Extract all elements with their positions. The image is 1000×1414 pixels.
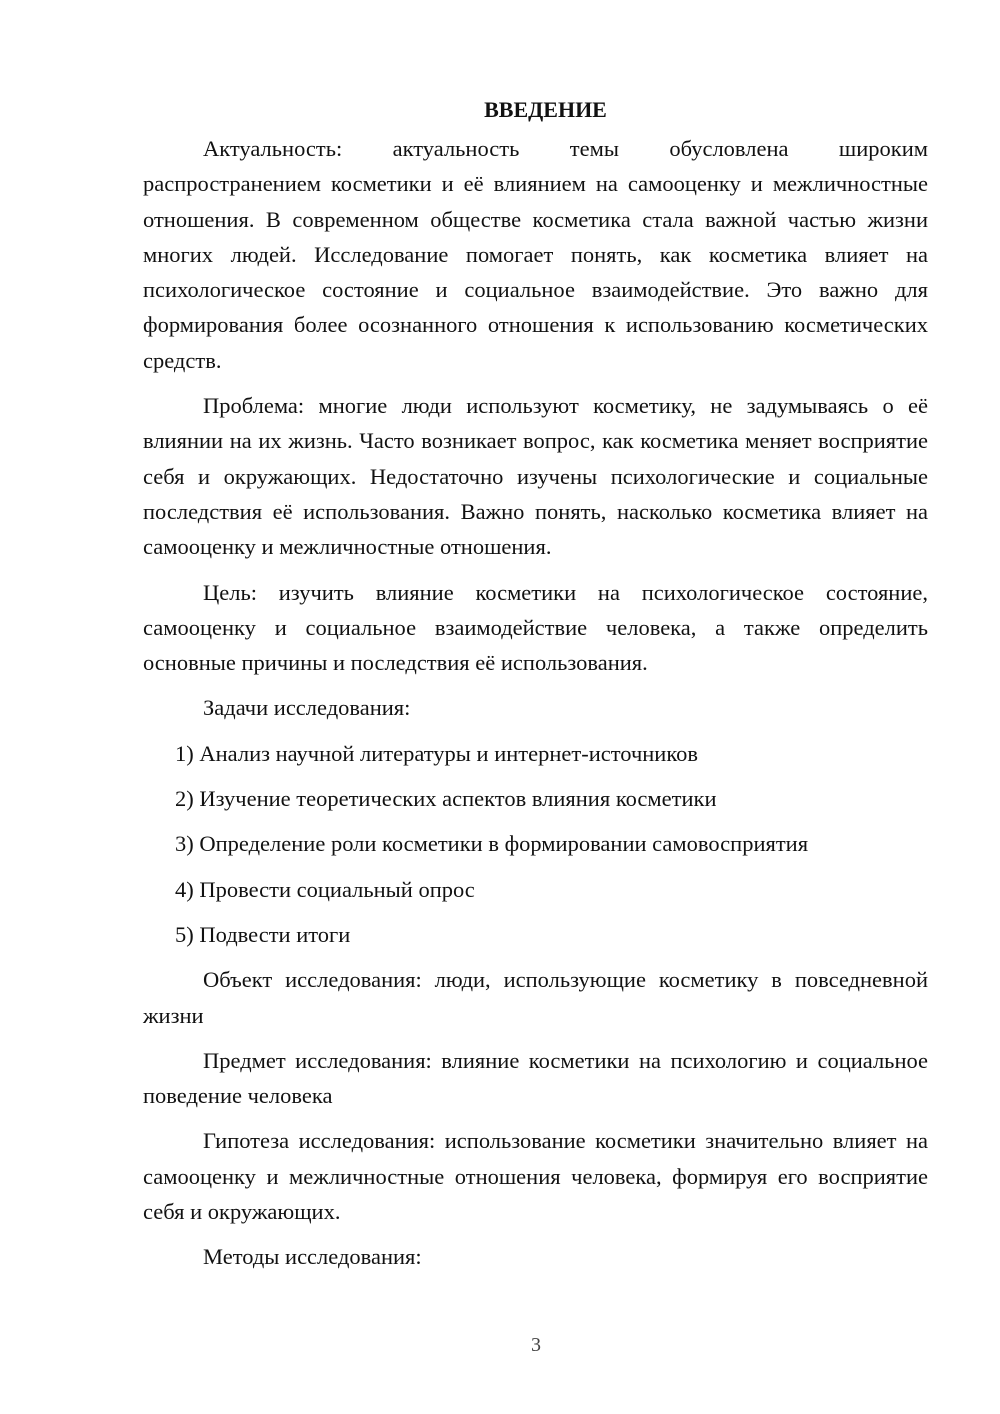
- section-title: ВВЕДЕНИЕ: [484, 97, 607, 122]
- task-item-4: 4) Провести социальный опрос: [175, 876, 475, 902]
- hypothesis-paragraph: Гипотеза исследования: использование косметики значительно влияет на самооценку и межличностные отношения человека, формируя его восприятие себя и окружающих.: [143, 1128, 928, 1225]
- task-item-2: 2) Изучение теоретических аспектов влияния косметики: [175, 786, 717, 812]
- subject-paragraph: Предмет исследования: влияние косметики на психологию и социальное поведение человека: [143, 1047, 928, 1109]
- problem-paragraph: Проблема: многие люди используют косметику, не задумываясь о её влиянии на их жизнь. Часто возникает вопрос, как косметика меняет восприятие себя и окружающих. Недостаточно изучены психологические и социальные последствия её использования. Важно понять, насколько косметика влияет на самооценку и межличностные отношения.: [143, 393, 928, 560]
- page-number: 3: [531, 1334, 541, 1356]
- object-paragraph: Объект исследования: люди, использующие косметику в повседневной жизни: [143, 967, 928, 1028]
- methods-heading: Методы исследования:: [203, 1244, 422, 1270]
- task-item-5: 5) Подвести итоги: [175, 921, 351, 947]
- task-item-1: 1) Анализ научной литературы и интернет-источников: [175, 740, 699, 766]
- tasks-heading: Задачи исследования:: [203, 695, 411, 721]
- task-item-3: 3) Определение роли косметики в формировании самовосприятия: [175, 831, 809, 857]
- page-body: [143, 92, 928, 1285]
- relevance-paragraph: Актуальность: актуальность темы обусловлена широким распространением косметики и её влиянием на самооценку и межличностные отношения. В современном обществе косметика стала важной частью жизни многих людей. Исследование помогает понять, как косметика влияет на психологическое состояние и социальное взаимодействие. Это важно для формирования более осознанного отношения к использованию косметических средств.: [143, 136, 928, 373]
- goal-paragraph: Цель: изучить влияние косметики на психологическое состояние, самооценку и социальное взаимодействие человека, а также определить основные причины и последствия её использования.: [143, 579, 928, 676]
